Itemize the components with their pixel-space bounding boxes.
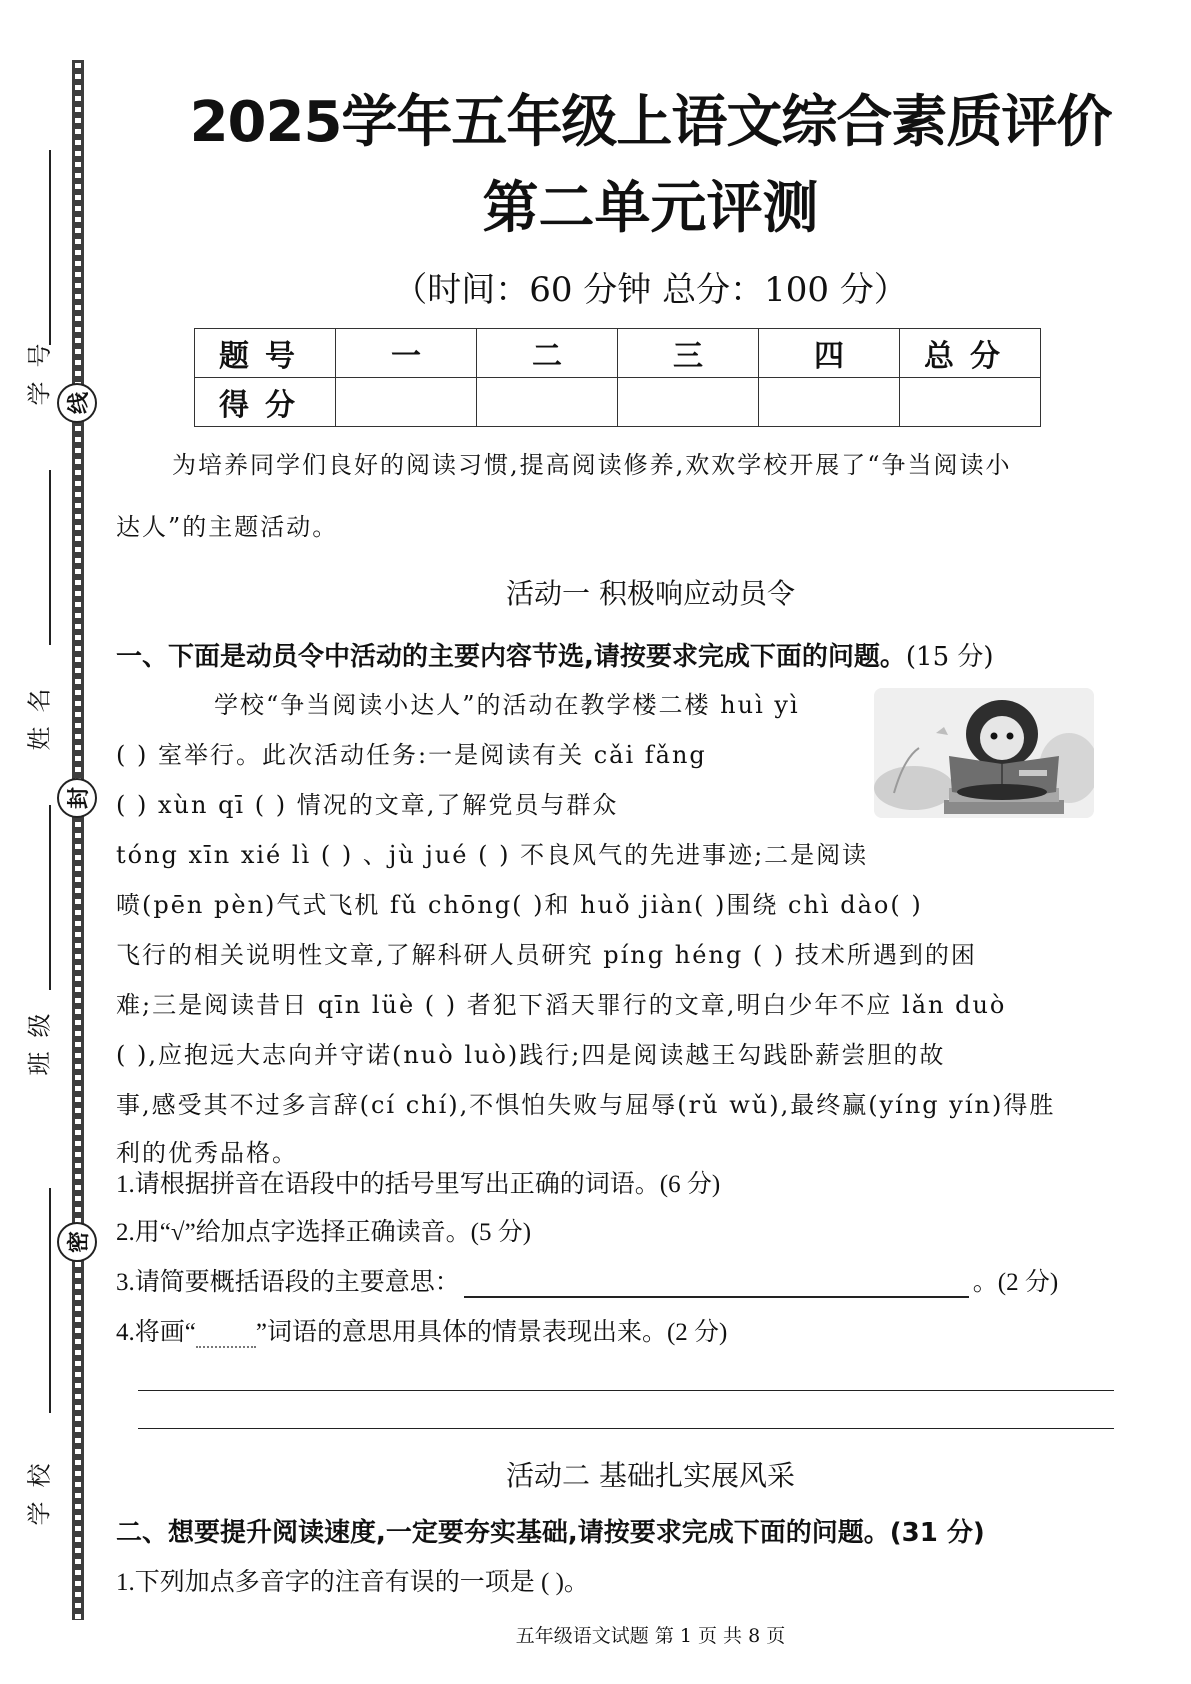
exam-subtitle: 第二单元评测 [482, 176, 819, 241]
passage-line-2: ( ) 室举行。此次活动任务:一是阅读有关 cǎi fǎng [116, 741, 707, 769]
passage-line-3: ( ) xùn qī ( ) 情况的文章,了解党员与群众 [116, 791, 619, 819]
school-label: 学校 [25, 1449, 54, 1526]
passage-line-8: ( ),应抱远大志向并守诺(nuò luò)践行;四是阅读越王勾践卧薪尝胆的故 [116, 1041, 946, 1069]
passage-line-7: 难;三是阅读昔日 qīn lüè ( ) 者犯下滔天罪行的文章,明白少年不应 lǎn duò [116, 991, 1007, 1019]
q2-sub-question-1: 1.下列加点多音字的注音有误的一项是 ( )。 [116, 1569, 589, 1596]
name-label: 姓名 [25, 674, 54, 751]
sub-question-1-text: 1.请根据拼音在语段中的括号里写出正确的词语。 [116, 1171, 660, 1198]
wavy-underline-sample [196, 1322, 256, 1348]
activity-1-title: 活动一 积极响应动员令 [506, 577, 795, 610]
header-cell-4: 四 [759, 329, 900, 378]
sub-question-3-text: 3.请简要概括语段的主要意思： [116, 1269, 460, 1296]
question-1-points: (15 分) [905, 642, 994, 672]
answer-line-4a[interactable] [138, 1390, 1114, 1391]
answer-line-4b[interactable] [138, 1428, 1114, 1429]
passage-line-6: 飞行的相关说明性文章,了解科研人员研究 píng héng ( ) 技术所遇到的困 [116, 941, 977, 969]
passage-line-5: 喷(pēn pèn)气式飞机 fǔ chōng( )和 huǒ jiàn( )围绕 chì dào( ) [116, 891, 923, 919]
sub-question-4 [116, 1312, 727, 1348]
header-cell-question-number: 题号 [195, 329, 336, 378]
intro-line-1: 为培养同学们良好的阅读习惯,提高阅读修养,欢欢学校开展了“争当阅读小 [172, 451, 1012, 479]
sub-question-2 [116, 1212, 531, 1248]
answer-blank-3[interactable] [464, 1274, 969, 1298]
class-line[interactable] [49, 805, 51, 990]
question-2-text: 二、想要提升阅读速度,一定要夯实基础,请按要求完成下面的问题。 [116, 1518, 890, 1548]
question-2-points: (31 分) [889, 1518, 985, 1548]
sub-question-2-points: (5 分) [470, 1219, 532, 1246]
score-table [194, 328, 1041, 427]
sub-question-3 [116, 1262, 1058, 1298]
header-cell-total: 总分 [900, 329, 1041, 378]
exam-title: 2025学年五年级上语文综合素质评价 [189, 90, 1112, 155]
header-cell-1: 一 [336, 329, 477, 378]
sub-question-4-text-after: ”词语的意思用具体的情景表现出来。 [255, 1319, 667, 1346]
sub-question-4-points: (2 分) [666, 1319, 728, 1346]
header-cell-3: 三 [618, 329, 759, 378]
time-and-score-info: （时间：60 分钟 总分：100 分） [393, 270, 908, 310]
score-cell-1[interactable] [336, 378, 477, 427]
sub-question-3-points: (2 分) [997, 1269, 1059, 1296]
header-cell-2: 二 [477, 329, 618, 378]
sub-question-1 [116, 1164, 720, 1200]
sub-question-4-text-before: 4.将画“ [116, 1319, 196, 1346]
sub-question-1-points: (6 分) [659, 1171, 721, 1198]
question-2-heading [116, 1512, 985, 1549]
score-cell-3[interactable] [618, 378, 759, 427]
student-id-label: 学号 [25, 329, 54, 406]
score-cell-2[interactable] [477, 378, 618, 427]
binding-margin [0, 0, 110, 1684]
question-1-text: 一、下面是动员令中活动的主要内容节选,请按要求完成下面的问题。 [116, 642, 906, 672]
girl-reading-illustration [874, 688, 1094, 818]
seal-xian-icon: 线 [57, 383, 97, 423]
question-1-heading [116, 636, 994, 673]
passage-line-10: 利的优秀品格。 [116, 1139, 298, 1167]
passage-line-9: 事,感受其不过多言辞(cí chí),不惧怕失败与屈辱(rǔ wǔ),最终赢(yíng yín)得胜 [116, 1091, 1056, 1119]
seal-feng-icon: 封 [57, 778, 97, 818]
name-line[interactable] [49, 470, 51, 645]
sub-question-2-text: 2.用“√”给加点字选择正确读音。 [116, 1219, 471, 1246]
page-footer: 五年级语文试题 第 1 页 共 8 页 [515, 1625, 786, 1647]
class-label: 班级 [25, 999, 54, 1076]
activity-2-title: 活动二 基础扎实展风采 [506, 1459, 795, 1492]
seal-mi-icon: 密 [57, 1222, 97, 1262]
passage-line-4: tóng xīn xié lì ( ) 、jù jué ( ) 不良风气的先进事迹;二是阅读 [116, 841, 869, 869]
sub-question-3-suffix: 。 [972, 1269, 998, 1296]
girl-reading-book-icon [874, 688, 1094, 818]
score-cell-4[interactable] [759, 378, 900, 427]
score-table-header-row [195, 329, 1041, 378]
intro-line-2: 达人”的主题活动。 [116, 513, 339, 541]
school-line[interactable] [49, 1188, 51, 1413]
score-row-label: 得分 [195, 378, 336, 427]
score-cell-total[interactable] [900, 378, 1041, 427]
score-table-score-row [195, 378, 1041, 427]
passage-line-1: 学校“争当阅读小达人”的活动在教学楼二楼 huì yì [214, 691, 800, 719]
